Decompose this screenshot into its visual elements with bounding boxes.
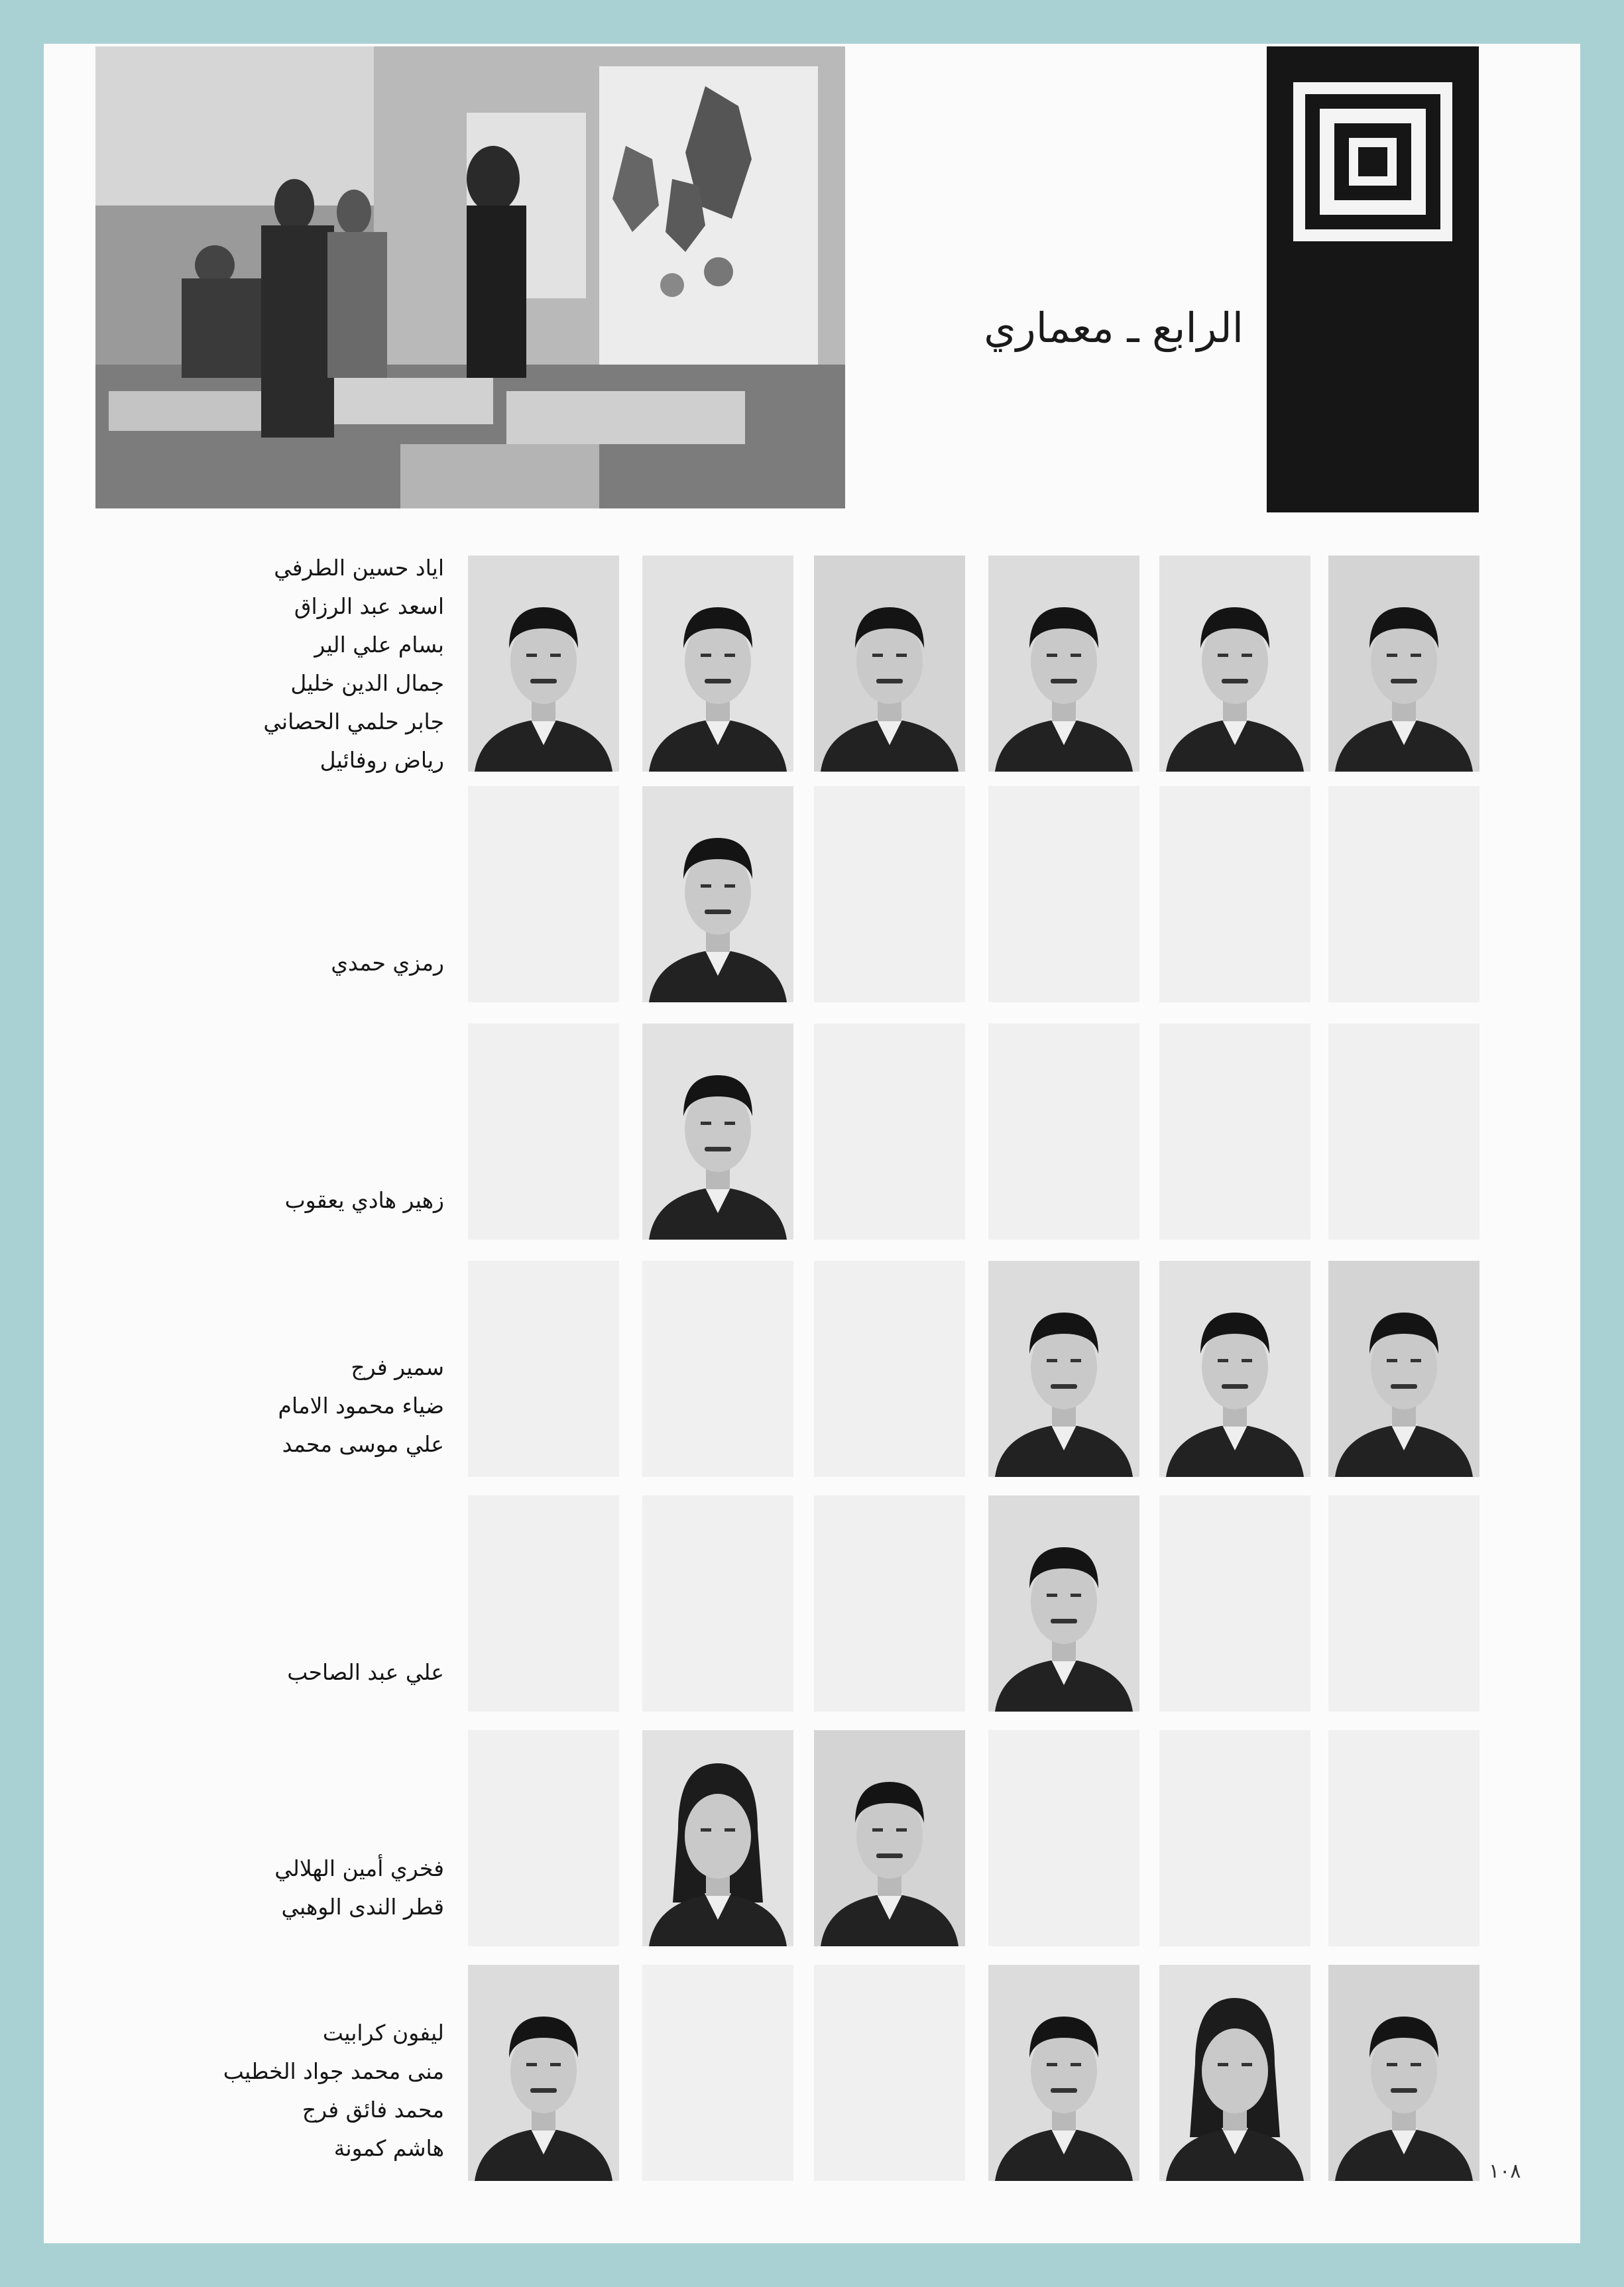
student-portrait — [468, 1965, 619, 2181]
student-portrait — [642, 556, 793, 772]
row-names — [123, 1348, 444, 1464]
student-portrait — [1159, 1965, 1310, 2181]
student-portrait — [1328, 1261, 1479, 1477]
student-portrait — [988, 1261, 1139, 1477]
page-title: الرابع ـ معماري — [984, 304, 1244, 352]
student-portrait — [642, 1730, 793, 1946]
student-name: بسام علي الير — [314, 632, 444, 658]
square-emblem-icon — [1293, 82, 1452, 241]
empty-photo-slot — [642, 1495, 793, 1712]
student-name: اياد حسين الطرفي — [274, 555, 444, 581]
student-portrait — [988, 556, 1139, 772]
empty-photo-slot — [1328, 1024, 1479, 1240]
student-portrait — [988, 1495, 1139, 1712]
student-portrait — [1328, 1965, 1479, 2181]
student-name: علي موسى محمد — [282, 1431, 444, 1457]
empty-photo-slot — [1159, 1024, 1310, 1240]
empty-photo-slot — [642, 1261, 793, 1477]
empty-photo-slot — [814, 1261, 965, 1477]
student-portrait — [988, 1965, 1139, 2181]
yearbook-page — [44, 44, 1580, 2243]
row-names — [123, 1181, 444, 1220]
empty-photo-slot — [468, 1261, 619, 1477]
classroom-photo — [95, 46, 845, 508]
student-name: ليفون كرابيت — [322, 2020, 444, 2046]
row-names — [123, 1849, 444, 1926]
student-name: رمزي حمدي — [331, 950, 444, 976]
student-portrait — [1159, 556, 1310, 772]
student-name: فخري أمين الهلالي — [274, 1855, 444, 1881]
empty-photo-slot — [468, 786, 619, 1002]
student-name: منى محمد جواد الخطيب — [223, 2058, 444, 2084]
row-names — [123, 2014, 444, 2168]
student-portrait — [814, 556, 965, 772]
empty-photo-slot — [468, 1495, 619, 1712]
student-name: هاشم كمونة — [333, 2135, 444, 2161]
row-names — [123, 1653, 444, 1692]
empty-photo-slot — [814, 1965, 965, 2181]
student-portrait — [1328, 556, 1479, 772]
student-name: جابر حلمي الحصاني — [263, 709, 444, 734]
empty-photo-slot — [1159, 786, 1310, 1002]
student-name: علي عبد الصاحب — [287, 1659, 444, 1685]
student-name: ضياء محمود الامام — [278, 1393, 444, 1419]
student-name: اسعد عبد الرزاق — [294, 593, 444, 619]
empty-photo-slot — [988, 786, 1139, 1002]
student-portrait — [1159, 1261, 1310, 1477]
empty-photo-slot — [1159, 1495, 1310, 1712]
page-number: ١٠٨ — [1489, 2160, 1521, 2183]
student-portrait — [814, 1730, 965, 1946]
student-name: زهير هادي يعقوب — [284, 1187, 444, 1213]
empty-photo-slot — [988, 1024, 1139, 1240]
student-name: قطر الندى الوهبي — [281, 1894, 444, 1920]
row-names — [123, 549, 444, 780]
empty-photo-slot — [468, 1024, 619, 1240]
student-portrait — [642, 1024, 793, 1240]
student-portrait — [468, 556, 619, 772]
empty-photo-slot — [1159, 1730, 1310, 1946]
empty-photo-slot — [468, 1730, 619, 1946]
empty-photo-slot — [1328, 786, 1479, 1002]
empty-photo-slot — [814, 1495, 965, 1712]
empty-photo-slot — [814, 1024, 965, 1240]
empty-photo-slot — [642, 1965, 793, 2181]
empty-photo-slot — [988, 1730, 1139, 1946]
student-portrait — [642, 786, 793, 1002]
empty-photo-slot — [1328, 1730, 1479, 1946]
empty-photo-slot — [1328, 1495, 1479, 1712]
student-name: محمد فائق فرج — [302, 2097, 444, 2123]
student-name: جمال الدين خليل — [290, 670, 444, 696]
row-names — [123, 944, 444, 982]
empty-photo-slot — [814, 786, 965, 1002]
emblem-panel — [1267, 46, 1479, 512]
student-name: رياض روفائيل — [319, 747, 444, 773]
student-name: سمير فرج — [351, 1354, 444, 1380]
